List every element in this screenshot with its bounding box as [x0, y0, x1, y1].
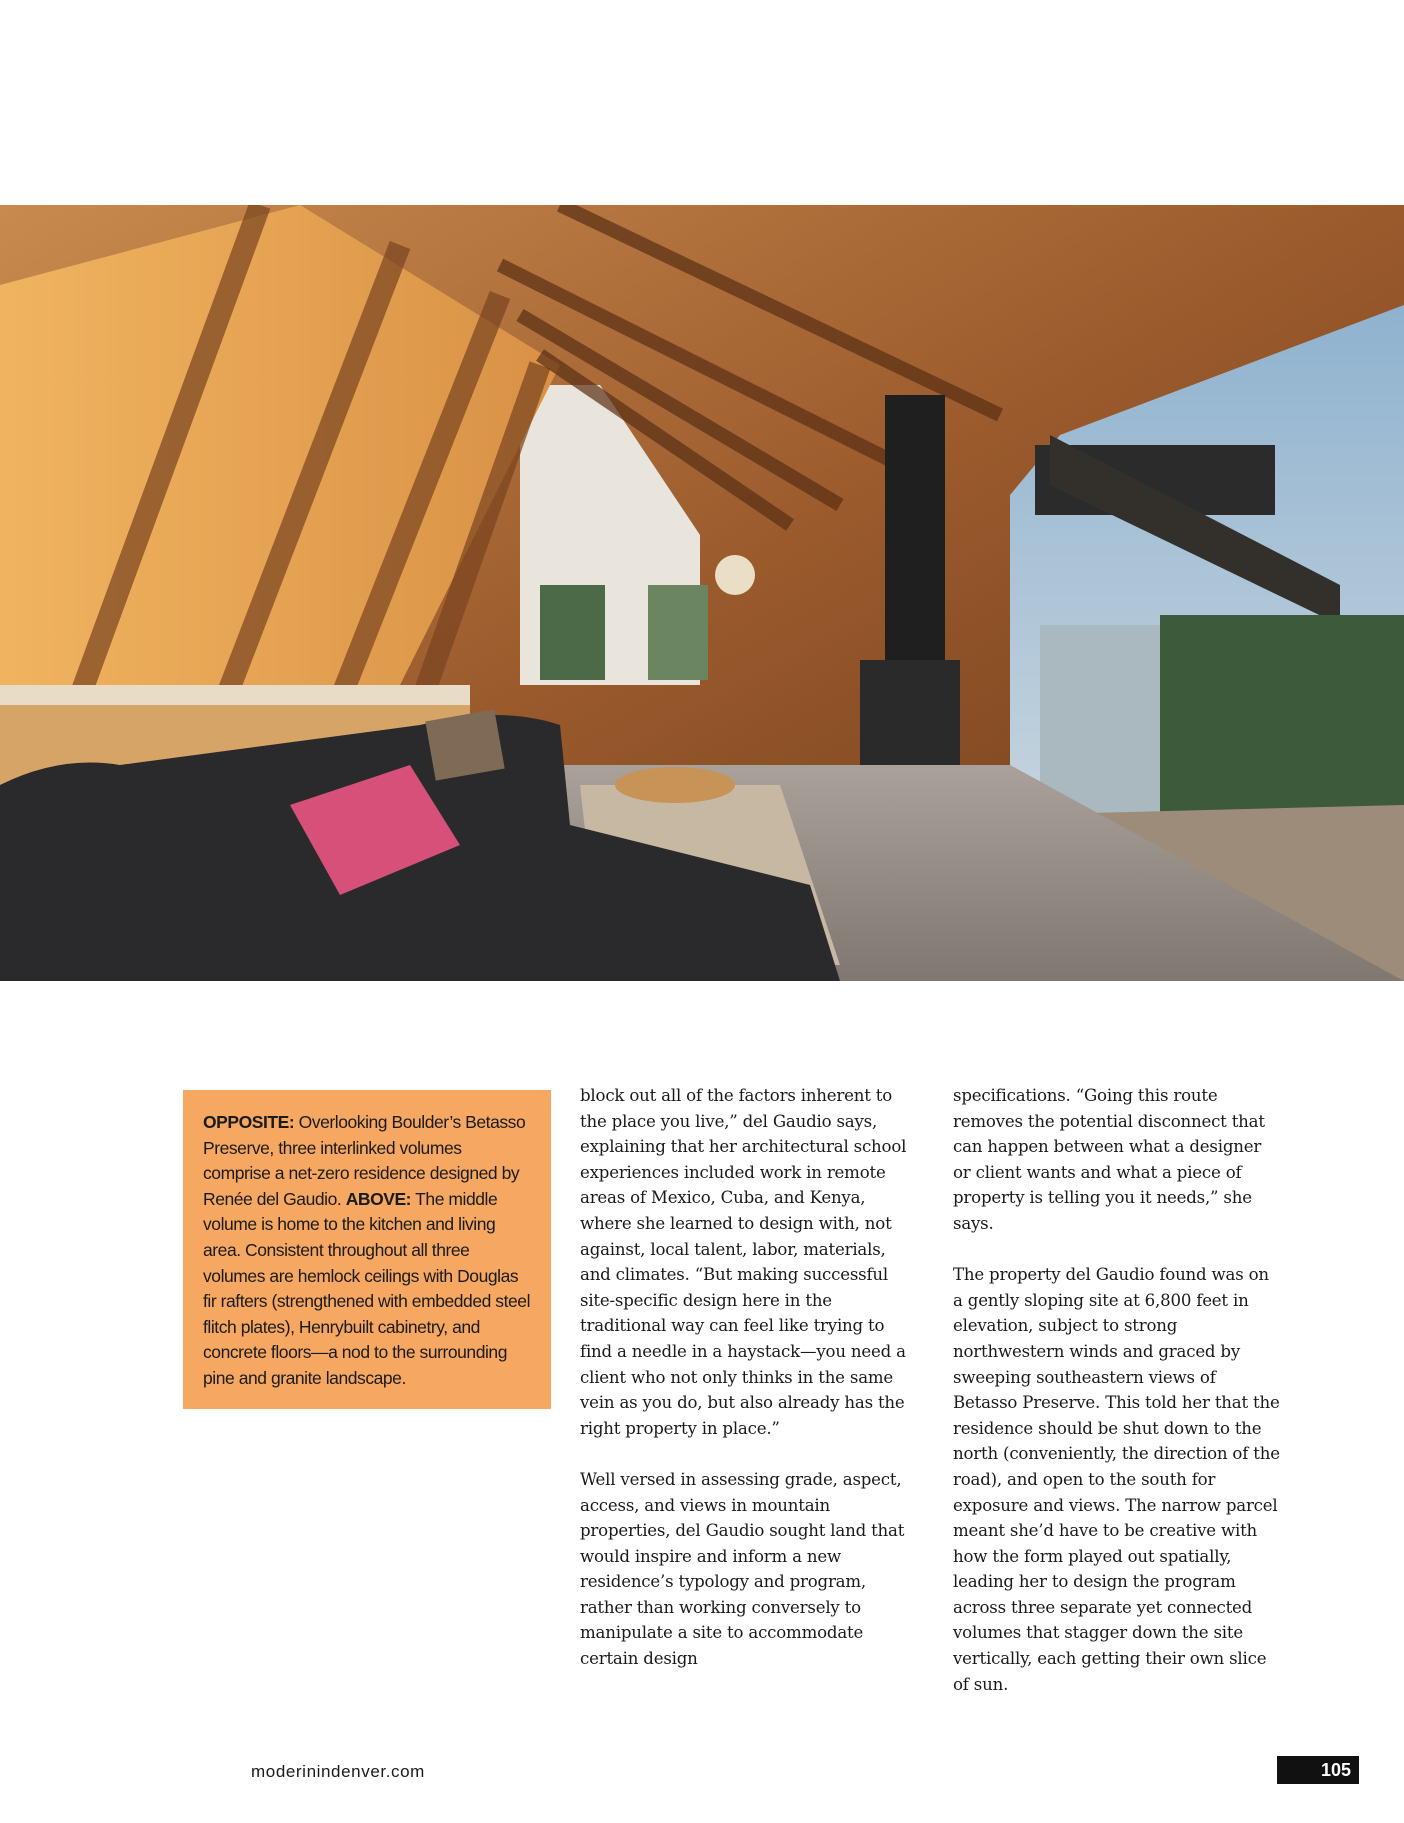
hero-photo: [0, 205, 1404, 981]
caption-above-label: ABOVE:: [345, 1188, 412, 1209]
column2-paragraph-2: The property del Gaudio found was on a gently sloping site at 6,800 feet in elevation, subject to strong northwestern winds and graced by sweeping southeastern views of Betasso Preserve. This told her that the residence should be shut down to the north (conveniently, the direction of the road), and open to the south for exposure and views. The narrow parcel meant she’d have to be creative with how the form played out spatially, leading her to design the program across three separate yet connected volumes that stagger down the site vertically, each getting their own slice of sun.: [953, 1265, 1280, 1694]
footer-website: moderinindenver.com: [251, 1762, 425, 1781]
column2-paragraph-1: specifications. “Going this route removes the potential disconnect that can happen between what a designer or client wants and what a piece of property is telling you it needs,” she says.: [953, 1086, 1265, 1233]
article-column-1: [580, 1083, 908, 1697]
caption-opposite-label: OPPOSITE:: [203, 1112, 295, 1132]
photo-caption: [183, 1090, 551, 1409]
column1-paragraph-2: Well versed in assessing grade, aspect, access, and views in mountain properties, del Gaudio sought land that would inspire and inform a new residence’s typology and program, rather than working conversely to manipulate a site to accommodate certain design: [580, 1469, 905, 1669]
page-number: 105: [1277, 1756, 1359, 1784]
article-column-2: [953, 1083, 1281, 1723]
living-room-image: [0, 205, 1404, 981]
caption-opposite-text: Overlooking Boulder’s Betasso Preserve, three interlinked volumes comprise a net-zero residence designed by Renée del Gaudio.: [203, 1112, 526, 1209]
caption-above-text: The middle volume is home to the kitchen and living area. Consistent throughout all three volumes are hemlock ceilings with Douglas fir rafters (strengthened with embedded steel flitch plates), Henrybuilt cabinetry, and concrete floors—a nod to the surrounding pine and granite landscape.: [203, 1188, 531, 1388]
column1-paragraph-1: block out all of the factors inherent to the place you live,” del Gaudio says, explaining that her architectural school experiences included work in remote areas of Mexico, Cuba, and Kenya, where she learned to design with, not against, local talent, labor, materials, and climates. “But making successful site-specific design here in the traditional way can feel like trying to find a needle in a haystack—you need a client who not only thinks in the same vein as you do, but also already has the right property in place.”: [580, 1086, 907, 1438]
